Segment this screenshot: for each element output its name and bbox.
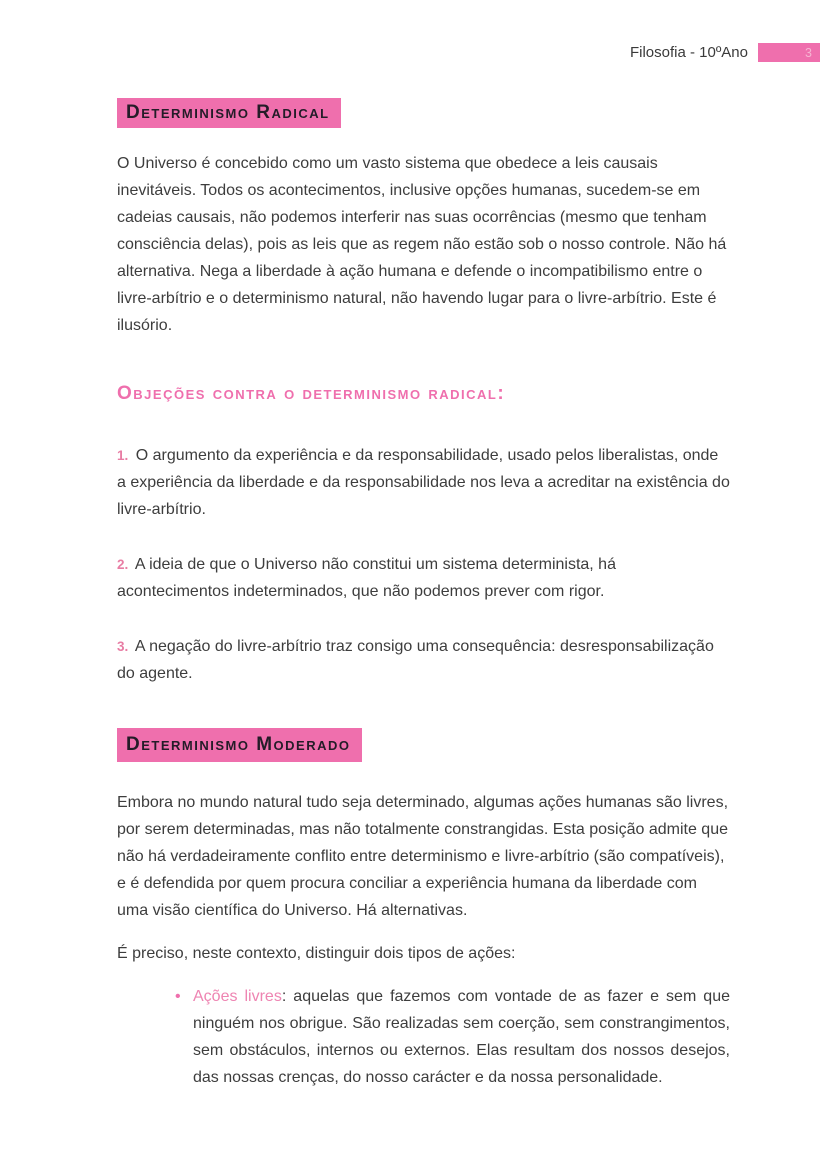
objection-item xyxy=(117,442,730,523)
sub-heading-objecoes: Objeções contra o determinismo radical: xyxy=(117,383,506,404)
objection-number: 1. xyxy=(117,448,129,463)
notes-content xyxy=(117,0,730,1091)
bullet-icon: • xyxy=(175,988,181,1005)
section-heading-determinismo-radical: Determinismo Radical xyxy=(117,98,341,128)
paragraph-determinismo-moderado: Embora no mundo natural tudo seja determinado, algumas ações humanas são livres, por serem determinadas, mas não totalmente constrangidas. Esta posição admite que não há verdadeiramente conflito entre determinismo e livre-arbítrio (são compatíveis), e é defendida por quem procura conciliar a experiência humana da liberdade com uma visão científica do Universo. Há alternativas. xyxy=(117,794,729,919)
objection-item xyxy=(117,633,730,687)
section-heading-determinismo-moderado: Determinismo Moderado xyxy=(117,728,362,762)
page-number-badge: 3 xyxy=(758,43,820,62)
course-title: Filosofia - 10ºAno xyxy=(629,44,748,61)
intro-line-tipos-de-acoes: É preciso, neste contexto, distinguir dois tipos de ações: xyxy=(117,945,516,962)
objection-text: A negação do livre-arbítrio traz consigo uma consequência: desresponsabilização do agente. xyxy=(117,638,714,682)
section-objecoes xyxy=(117,383,730,687)
bullet-definition: : aquelas que fazemos com vontade de as fazer e sem que ninguém nos obrigue. São realizadas sem coerção, sem constrangimentos, sem obstáculos, internos ou externos. Elas resultam dos nossos desejos, das nossas crenças, do nosso carácter e da nossa personalidade. xyxy=(193,988,730,1086)
paragraph-determinismo-radical: O Universo é concebido como um vasto sistema que obedece a leis causais inevitáveis. Todos os acontecimentos, inclusive opções humanas, sucedem-se em cadeias causais, não podemos interferir nas suas ocorrências (mesmo que tenham consciência delas), pois as leis que as regem não estão sob o nosso controle. Não há alternativa. Nega a liberdade à ação humana e defende o incompatibilismo entre o livre-arbítrio e o determinismo natural, não havendo lugar para o livre-arbítrio. Este é ilusório. xyxy=(117,155,727,334)
list-item-acoes-livres xyxy=(175,983,730,1091)
objection-text: O argumento da experiência e da responsabilidade, usado pelos liberalistas, onde a experiência da liberdade e da responsabilidade nos leva a acreditar na existência do livre-arbítrio. xyxy=(117,447,730,518)
objection-text: A ideia de que o Universo não constitui um sistema determinista, há acontecimentos indeterminados, que não podemos prever com rigor. xyxy=(117,556,616,600)
bullet-term: Ações livres xyxy=(193,988,282,1005)
bullet-list-acoes xyxy=(117,983,730,1091)
objection-number: 2. xyxy=(117,557,129,572)
bullet-text xyxy=(193,983,730,1091)
section-determinismo-moderado xyxy=(117,687,730,1091)
section-determinismo-radical xyxy=(117,0,730,339)
objection-number: 3. xyxy=(117,639,129,654)
objection-item xyxy=(117,551,730,605)
